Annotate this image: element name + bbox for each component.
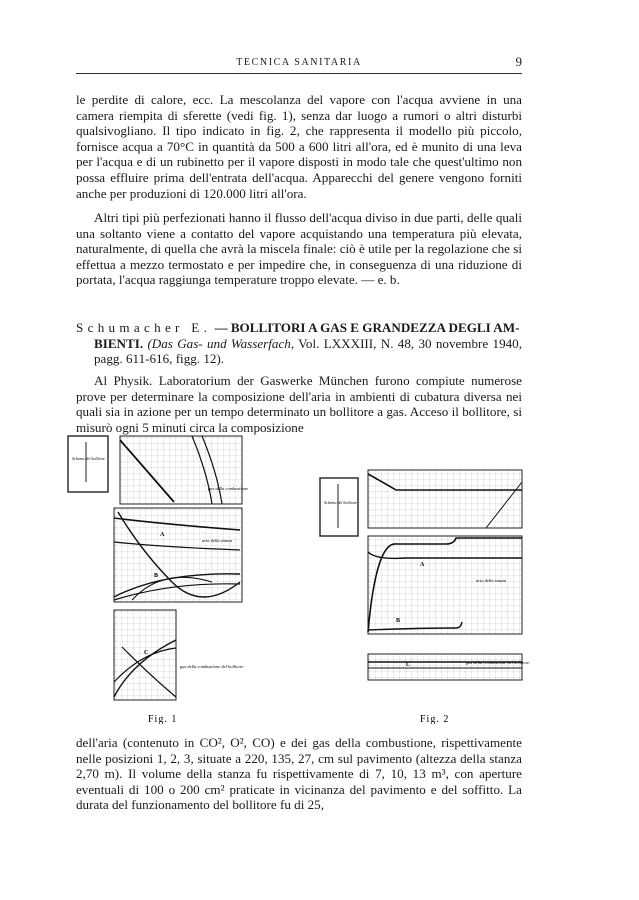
- reference-journal: (Das Gas- und Wasserfach,: [147, 335, 295, 351]
- figure-1: [62, 432, 252, 724]
- paragraph-3: Al Physik. Laboratorium der Gaswerke München furono compiute numerose prove per determinare la composizione dell'aria in ambienti di cubatura diversa nei quali sia in azione per un tempo determinato un bollitore a gas. Acceso il bollitore, si misurò ogni 5 minuti circa la composizione: [76, 373, 522, 435]
- reference-dash: —: [211, 320, 231, 335]
- figures: [62, 432, 532, 724]
- bibliographic-reference: [76, 320, 522, 367]
- fig1-bottom-label: gas della combustione del bollitore: [180, 664, 244, 669]
- page-number: 9: [515, 54, 522, 69]
- fig2-inset-frame: [320, 478, 358, 536]
- reference-title: BOLLITORI A GAS E GRANDEZZA DEGLI AM-: [230, 320, 520, 335]
- fig1-top-panel: [120, 436, 242, 504]
- fig1-inset-label: Schema del bollitore: [72, 456, 105, 461]
- fig2-curve-label-b: B: [396, 618, 401, 624]
- figure-2: [316, 432, 532, 724]
- fig1-top-label: gas della combustione: [208, 486, 249, 491]
- fig2-bottom-label: gas della combustione del bollitore: [466, 660, 530, 665]
- fig1-curve-label-c: C: [144, 650, 149, 656]
- page-header: [76, 54, 522, 74]
- reference-details: Vol. LXXXIII, N. 48, 30 novembre 1940, pagg. 611-616, figg. 12).: [94, 335, 522, 367]
- running-title: TECNICA SANITARIA: [236, 57, 362, 68]
- paragraph-4: dell'aria (contenuto in CO², O², CO) e dei gas della combustione, rispettivamente nelle posizioni 1, 2, 3, situate a 220, 135, 27, cm sul pavimento (altezza della stanza 2,70 m). Il volume della stanza fu rispettivamente di 7, 10, 13 m³, con aperture eventuali di 100 o 200 cm² praticate in vicinanza del pavimento e del soffitto. La durata del funzionamento del bollitore fu di 25,: [76, 735, 522, 813]
- reference-title-continued: BIENTI.: [94, 335, 144, 351]
- fig2-middle-label: aria della stanza: [476, 578, 507, 583]
- fig1-caption: Fig. 1: [148, 714, 178, 724]
- fig2-middle-panel: [368, 536, 522, 634]
- fig2-caption: Fig. 2: [420, 714, 450, 724]
- paragraph-2: Altri tipi più perfezionati hanno il flusso dell'acqua diviso in due parti, delle quali una soltanto viene a contatto del vapore acquistando una temperatura più elevata, naturalmente, di quella che avrà la miscela finale: ciò è utile per la regolazione che si effettua a mezzo termostato e per impedire che, in conseguenza di una riduzione di portata, l'acqua raggiunga temperature troppo elevate. — e. b.: [76, 210, 522, 288]
- fig1-middle-label: aria della stanza: [202, 538, 233, 543]
- fig2-bottom-panel: [368, 654, 522, 680]
- fig2-top-panel: [368, 470, 522, 528]
- fig2-inset-label: Schema del bollitore: [324, 500, 357, 505]
- fig2-curve-label-c: C: [406, 662, 411, 668]
- fig1-inset-frame: [68, 436, 108, 492]
- paragraph-1: le perdite di calore, ecc. La mescolanza del vapore con l'acqua avviene in una camera riempita di sferette (vedi fig. 1), senza dar luogo a rumori o altri disturbi qualsivogliano. Il tipo indicato in fig. 2, che rappresenta il modello più piccolo, fornisce acqua a 70°C in quantità da 500 a 600 litri all'ora, ed è munito di una leva per l'acqua e di un rubinetto per il vapore disposti in modo tale che quest'ultimo non possa effluire prima dell'entrata dell'acqua. Apparecchi del genere vengono forniti anche per produzioni di 120.000 litri all'ora.: [76, 92, 522, 201]
- fig1-curve-label-b: B: [154, 573, 159, 579]
- reference-author: Schumacher E.: [76, 320, 212, 335]
- fig2-curve-label-a: A: [420, 562, 425, 568]
- fig1-curve-label-a: A: [160, 532, 165, 538]
